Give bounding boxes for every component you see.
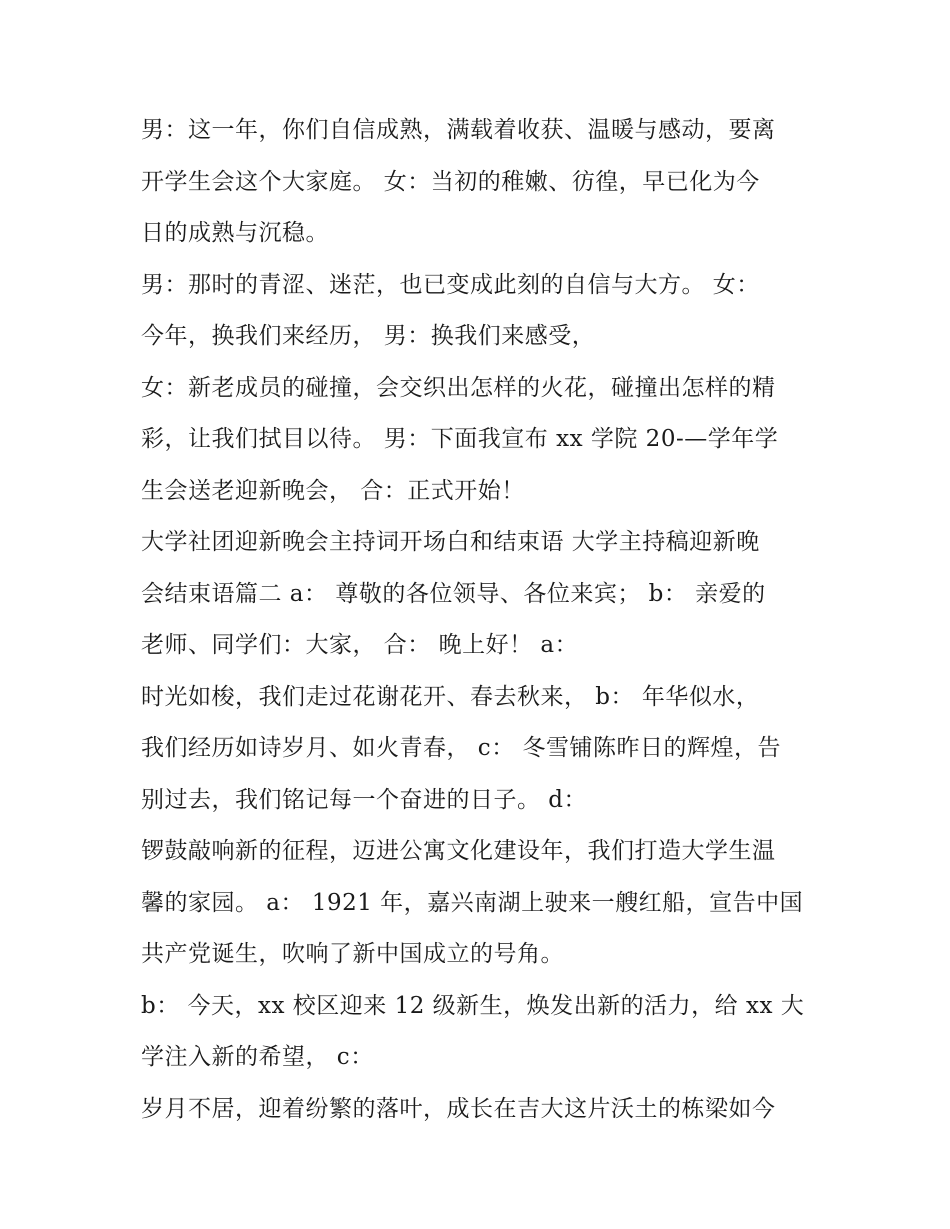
text-line: 馨的家园。 a： 1921 年，嘉兴南湖上驶来一艘红船，宣告中国 xyxy=(141,889,804,916)
text-line: 大学社团迎新晚会主持词开场白和结束语 大学主持稿迎新晚 xyxy=(141,529,760,555)
text-line: 日的成熟与沉稳。 xyxy=(141,220,329,246)
text-line: 男：那时的青涩、迷茫，也已变成此刻的自信与大方。 女： xyxy=(141,271,760,298)
text-line: 会结束语篇二 a： 尊敬的各位领导、各位来宾； b： 亲爱的 xyxy=(141,580,766,607)
text-line: 女：新老成员的碰撞，会交织出怎样的火花，碰撞出怎样的精 xyxy=(141,374,776,401)
text-line: 岁月不居，迎着纷繁的落叶，成长在吉大这片沃土的栋梁如今 xyxy=(141,1095,776,1122)
text-line: 彩，让我们拭目以待。 男：下面我宣布 xx 学院 20-—学年学 xyxy=(141,426,779,452)
text-line: b： 今天，xx 校区迎来 12 级新生，焕发出新的活力，给 xx 大 xyxy=(141,992,805,1019)
text-line: 生会送老迎新晚会， 合：正式开始！ xyxy=(141,477,525,504)
text-line: 时光如梭，我们走过花谢花开、春去秋来， b： 年华似水， xyxy=(141,683,760,710)
text-line: 学注入新的希望， c： xyxy=(141,1044,374,1070)
text-line: 别过去，我们铭记每一个奋进的日子。 d： xyxy=(141,786,588,813)
text-line: 男：这一年，你们自信成熟，满载着收获、温暖与感动，要离 xyxy=(141,117,776,143)
text-line: 我们经历如诗岁月、如火青春， c： 冬雪铺陈昨日的辉煌，告 xyxy=(141,735,782,761)
text-line: 老师、同学们：大家， 合： 晚上好！ a： xyxy=(141,632,579,658)
text-line: 开学生会这个大家庭。 女：当初的稚嫩、彷徨，早已化为今 xyxy=(141,168,760,195)
text-line: 共产党诞生，吹响了新中国成立的号角。 xyxy=(141,941,564,967)
text-line: 锣鼓敲响新的征程，迈进公寓文化建设年，我们打造大学生温 xyxy=(141,838,776,864)
text-line: 今年，换我们来经历， 男：换我们来感受， xyxy=(141,323,596,349)
body-text xyxy=(141,105,821,1135)
